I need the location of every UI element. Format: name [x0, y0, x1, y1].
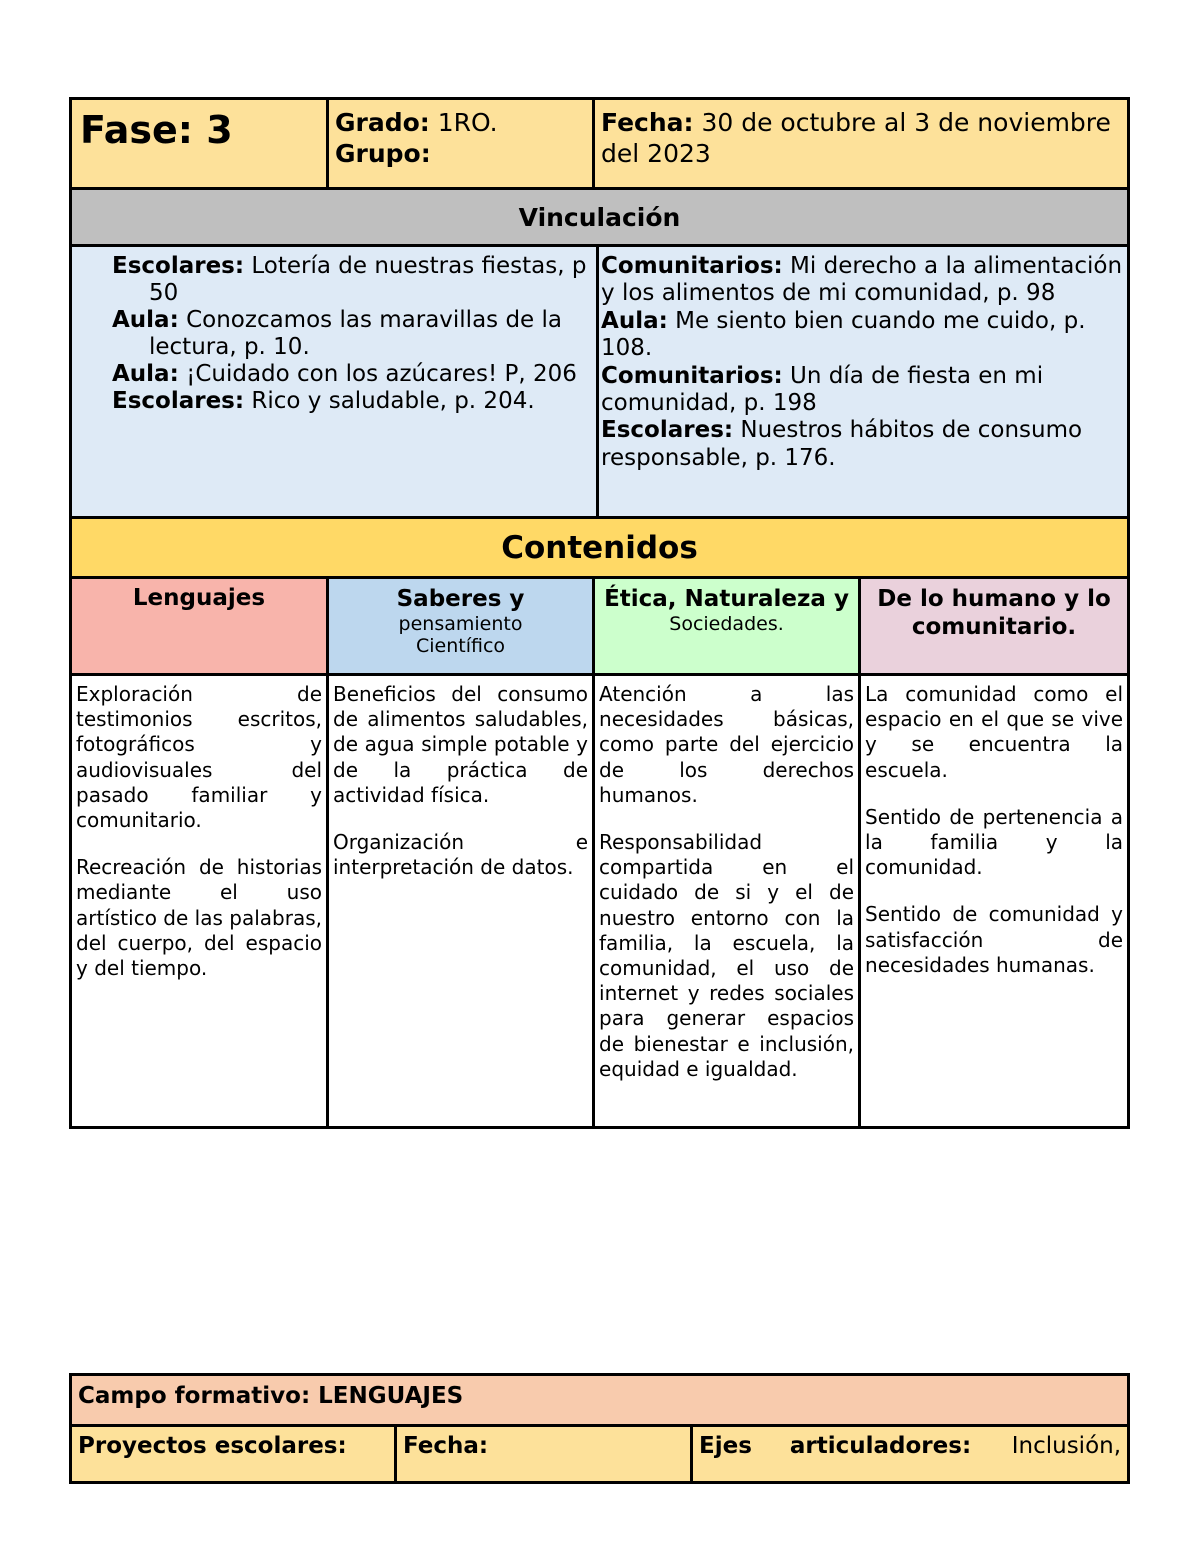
column-body-etica [594, 675, 860, 1128]
vinculacion-item-text: Un día de fiesta en mi comunidad, p. 198 [601, 362, 1044, 417]
fecha-footer-cell [396, 1426, 692, 1483]
vinculacion-title-cell [71, 189, 1129, 246]
column-header-saberes [328, 578, 594, 675]
vinculacion-left [71, 246, 598, 518]
vinculacion-item-text: Nuestros hábitos de consumo responsable, p. 176. [601, 417, 1083, 471]
column-body-lenguajes [71, 675, 328, 1128]
grado-grupo-cell [328, 99, 594, 189]
vinculacion-item [112, 388, 590, 415]
vinculacion-item-text: Lotería de nuestras fiestas, p 50 [149, 253, 587, 306]
vinculacion-item [601, 363, 1123, 418]
fecha-footer-label: Fecha: [403, 1433, 489, 1459]
column-title: Lenguajes [132, 585, 266, 611]
contenido-paragraph: Exploración de testimonios escritos, fotográficos y audiovisuales del pasado familiar y comunitario. [76, 682, 322, 833]
vinculacion-item-label: Escolares: [601, 417, 734, 444]
fase-label: Fase: 3 [80, 108, 233, 152]
contenido-paragraph: Beneficios del consumo de alimentos saludables, de agua simple potable y de la práctica de actividad física. [333, 682, 589, 807]
column-header-humano [860, 578, 1129, 675]
ejes-value: Inclusión, [1011, 1433, 1122, 1459]
vinculacion-item-label: Escolares: [112, 388, 245, 414]
grado-value: 1RO. [429, 108, 498, 137]
proyectos-cell [71, 1426, 396, 1483]
contenidos-title-cell [71, 518, 1129, 578]
vinculacion-item-text: ¡Cuidado con los azúcares! P, 206 [178, 361, 577, 387]
column-header-etica [594, 578, 860, 675]
campo-formativo-label: Campo formativo: LENGUAJES [78, 1383, 464, 1409]
vinculacion-item-label: Escolares: [112, 253, 245, 279]
contenido-paragraph: Atención a las necesidades básicas, como parte del ejercicio de los derechos humanos. [599, 682, 855, 807]
vinculacion-item [601, 308, 1123, 363]
fecha-label: Fecha: [601, 108, 694, 137]
column-subtitle: pensamiento Científico [398, 613, 523, 657]
fecha-cell [594, 99, 1129, 189]
campo-formativo-table [69, 1373, 1130, 1484]
column-title: Saberes y [396, 586, 525, 612]
grado-label: Grado: [335, 108, 430, 137]
contenido-paragraph: Recreación de historias mediante el uso artístico de las palabras, del cuerpo, del espacio y del tiempo. [76, 855, 322, 981]
column-title: Ética, Naturaleza y [604, 586, 849, 612]
vinculacion-item [601, 417, 1123, 472]
contenido-paragraph: La comunidad como el espacio en el que se vive y se encuentra la escuela. [865, 682, 1124, 782]
fase-cell [71, 99, 328, 189]
vinculacion-item [112, 361, 590, 388]
vinculacion-item-label: Comunitarios: [601, 362, 783, 389]
vinculacion-item [112, 307, 590, 361]
vinculacion-item [601, 253, 1123, 308]
vinculacion-item-text: Rico y saludable, p. 204. [244, 388, 535, 414]
vinculacion-item-text: Conozcamos las maravillas de la lectura, p. 10. [149, 307, 562, 360]
contenido-paragraph: Organización e interpretación de datos. [333, 830, 589, 880]
column-header-lenguajes [71, 578, 328, 675]
planning-table [69, 97, 1130, 1129]
column-body-saberes [328, 675, 594, 1128]
contenidos-title: Contenidos [501, 529, 698, 566]
vinculacion-item [112, 253, 590, 307]
proyectos-label: Proyectos escolares: [78, 1433, 347, 1459]
vinculacion-item-text: Mi derecho a la alimentación y los alimentos de mi comunidad, p. 98 [601, 253, 1123, 307]
vinculacion-item-label: Comunitarios: [601, 253, 783, 279]
contenido-paragraph: Responsabilidad compartida en el cuidado de si y el de nuestro entorno con la familia, la escuela, la comunidad, el uso de internet y redes sociales para generar espacios de bienestar e inclusión, equidad e igualdad. [599, 830, 855, 1081]
vinculacion-item-label: Aula: [112, 361, 179, 387]
column-body-humano [860, 675, 1129, 1128]
grupo-label: Grupo: [335, 139, 431, 168]
vinculacion-item-label: Aula: [601, 307, 668, 334]
column-title: De lo humano y lo comunitario. [877, 586, 1111, 640]
fecha-value: 30 de octubre al 3 de noviembre del 2023 [601, 108, 1111, 168]
ejes-cell [692, 1426, 1129, 1483]
column-subtitle: Sociedades. [669, 613, 784, 635]
vinculacion-title: Vinculación [518, 202, 681, 232]
contenido-paragraph: Sentido de pertenencia a la familia y la comunidad. [865, 804, 1124, 880]
vinculacion-item-text: Me siento bien cuando me cuido, p. 108. [601, 307, 1086, 362]
ejes-label: Ejes articuladores: [699, 1433, 972, 1459]
campo-formativo-cell [71, 1375, 1129, 1426]
contenido-paragraph: Sentido de comunidad y satisfacción de necesidades humanas. [865, 902, 1124, 977]
vinculacion-item-label: Aula: [112, 307, 179, 333]
vinculacion-right [598, 246, 1129, 518]
